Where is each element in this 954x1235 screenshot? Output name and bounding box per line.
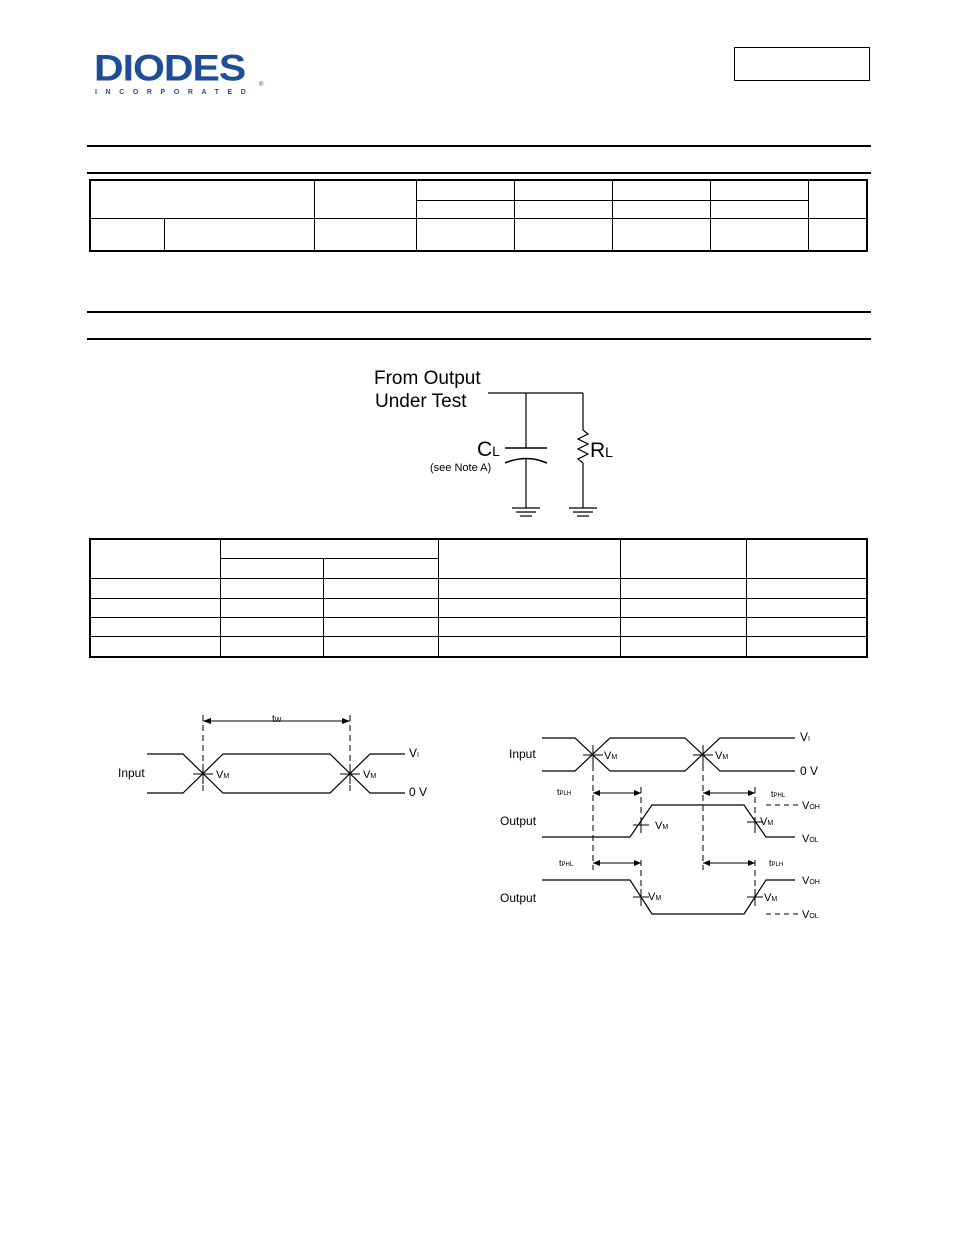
voh-label: VOH: [802, 800, 820, 812]
section-rule-mid-2: [87, 338, 871, 340]
arrowhead-left-icon: [203, 718, 211, 724]
capacitor-note: (see Note A): [430, 462, 492, 474]
table-cell: [314, 180, 416, 218]
table-cell: [746, 598, 867, 617]
vm-label: VM: [648, 891, 662, 903]
output1-label: Output: [500, 814, 537, 828]
table-cell: [164, 218, 314, 251]
arrowhead-icon: [703, 860, 710, 866]
arrowhead-icon: [634, 790, 641, 796]
table-cell: [90, 539, 220, 578]
tw-label: tW: [272, 714, 282, 725]
table-cell: [220, 636, 323, 657]
diodes-logo: DIODES: [94, 47, 246, 89]
table-cell: [514, 200, 612, 218]
table-cell: [746, 617, 867, 636]
table-cell: [323, 636, 438, 657]
table-cell: [438, 578, 620, 598]
arrowhead-icon: [593, 860, 600, 866]
table-cell: [808, 218, 867, 251]
output2-label: Output: [500, 891, 537, 905]
vm-label: VM: [760, 816, 774, 828]
table-cell: [620, 617, 746, 636]
tphl-label: tPHL: [559, 858, 574, 868]
vm-label: VM: [216, 769, 230, 781]
table-cell: [710, 200, 808, 218]
section-rule-top: [87, 145, 871, 147]
table-cell: [323, 617, 438, 636]
arrowhead-icon: [634, 860, 641, 866]
vm-label: VM: [655, 820, 669, 832]
zero-volt-label: 0 V: [409, 785, 428, 799]
vm-label: VM: [604, 750, 618, 762]
table-cell: [323, 578, 438, 598]
ground-symbol-cap: [512, 508, 540, 516]
propagation-delay-waveform: [490, 725, 840, 925]
table-cell: [438, 539, 620, 578]
table-cell: [90, 636, 220, 657]
table-cell: [710, 180, 808, 200]
table-cell: [808, 180, 867, 218]
table-cell: [620, 578, 746, 598]
part-number-box: [734, 47, 870, 81]
table-cell: [746, 539, 867, 578]
capacitor-label: CL: [477, 438, 500, 461]
table-cell: [220, 578, 323, 598]
input-label: Input: [509, 747, 536, 761]
table-cell: [746, 636, 867, 657]
load-circuit-label-1: From Output: [374, 368, 481, 389]
ground-symbol-res: [569, 508, 597, 516]
input-label: Input: [118, 766, 145, 780]
table-cell: [220, 539, 438, 558]
section-rule-mid: [87, 311, 871, 313]
voh-label: VOH: [802, 875, 820, 887]
table-cell: [323, 598, 438, 617]
table-cell: [620, 539, 746, 578]
table-cell: [416, 180, 514, 200]
table-cell: [514, 218, 612, 251]
load-circuit-diagram: [360, 360, 640, 525]
diodes-logo-subtext: INCORPORATED: [95, 89, 255, 96]
pulse-width-waveform: [100, 700, 450, 810]
arrowhead-icon: [703, 790, 710, 796]
load-circuit-label-2: Under Test: [375, 391, 467, 412]
arrowhead-icon: [748, 790, 755, 796]
table-cell: [90, 180, 314, 218]
arrowhead-icon: [593, 790, 600, 796]
resistor-label: RL: [590, 439, 613, 462]
table-cell: [612, 218, 710, 251]
table-cell: [90, 598, 220, 617]
tplh-label: tPLH: [557, 787, 572, 797]
vi-label: VI: [800, 730, 810, 744]
table-cell: [514, 180, 612, 200]
vm-crosshair-icon: [583, 745, 713, 765]
table-cell: [323, 558, 438, 578]
arrowhead-right-icon: [342, 718, 350, 724]
arrowhead-icon: [748, 860, 755, 866]
table-cell: [90, 617, 220, 636]
output1-waveform: [542, 805, 795, 837]
table-cell: [220, 558, 323, 578]
table-cell: [416, 218, 514, 251]
table-cell: [220, 617, 323, 636]
vm-label: VM: [363, 769, 377, 781]
tplh-label: tPLH: [769, 858, 784, 868]
table-cell: [90, 578, 220, 598]
tphl-label: tPHL: [771, 789, 786, 799]
table-cell: [438, 598, 620, 617]
vol-label: VOL: [802, 833, 819, 845]
table-cell: [416, 200, 514, 218]
registered-mark: ®: [259, 82, 264, 88]
table-cell: [746, 578, 867, 598]
table-cell: [710, 218, 808, 251]
vi-label: VI: [409, 746, 419, 760]
table-cell: [612, 200, 710, 218]
table-cell: [438, 636, 620, 657]
vm-label: VM: [764, 892, 778, 904]
resistor-symbol: [578, 430, 588, 463]
table-cell: [220, 598, 323, 617]
table-cell: [90, 218, 164, 251]
table-cell: [438, 617, 620, 636]
vm-crosshair-icon: [633, 817, 763, 833]
table-cell: [612, 180, 710, 200]
characteristics-table: [89, 179, 868, 252]
load-values-table: [89, 538, 868, 658]
section-rule-top-2: [87, 172, 871, 174]
vol-label: VOL: [802, 909, 819, 921]
vm-label: VM: [715, 750, 729, 762]
table-cell: [314, 218, 416, 251]
zero-volt-label: 0 V: [800, 764, 819, 778]
table-cell: [620, 636, 746, 657]
table-cell: [620, 598, 746, 617]
